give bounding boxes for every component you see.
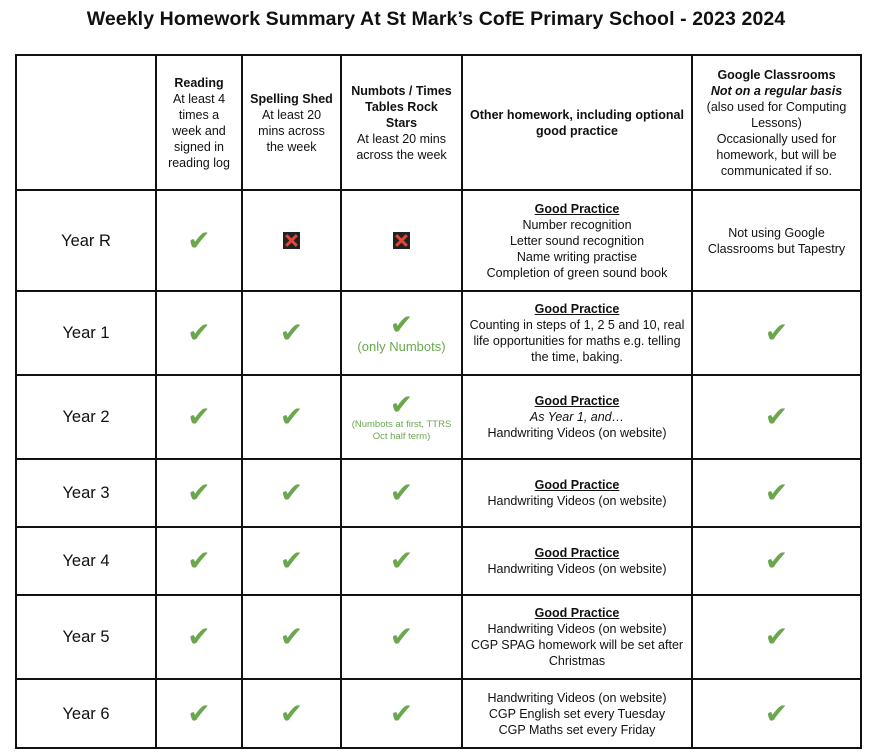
spelling-cell (242, 527, 341, 595)
header-spelling-title: Spelling Shed (250, 91, 333, 106)
check-mark-icon: ✔ (187, 400, 211, 433)
reading-cell (156, 595, 242, 679)
google-note: Not using Google Classrooms but Tapestry (707, 225, 846, 256)
reading-cell (156, 190, 242, 291)
check-mark-icon: ✔ (389, 544, 414, 577)
other-line: Handwriting Videos (on website) (487, 426, 667, 440)
reading-cell (156, 679, 242, 748)
check-mark-icon: ✔ (279, 400, 304, 433)
spelling-cell (242, 375, 341, 459)
header-numbots-desc: At least 20 mins across the week (356, 131, 447, 162)
table-row-year-5 (16, 595, 861, 679)
year-label: Year 3 (16, 459, 156, 527)
numbots-cell (341, 375, 462, 459)
check-mark-icon: ✔ (764, 476, 789, 509)
reading-cell (156, 527, 242, 595)
table-row-year-4 (16, 527, 861, 595)
header-google-sub: Not on a regular basis (710, 83, 843, 98)
other-line: As Year 1, and… (529, 410, 625, 424)
table-row-year-2 (16, 375, 861, 459)
header-numbots-title: Numbots / Times Tables Rock Stars (351, 83, 452, 130)
spelling-cell (242, 190, 341, 291)
check-mark-icon: ✔ (279, 544, 304, 577)
table-row-year-1 (16, 291, 861, 375)
check-mark-icon: ✔ (764, 544, 789, 577)
other-line: CGP Maths set every Friday (498, 722, 656, 737)
check-mark-icon: ✔ (187, 544, 211, 577)
google-cell (692, 190, 861, 291)
header-spelling-desc: At least 20 mins across the week (258, 107, 325, 154)
header-numbots (341, 55, 462, 190)
check-mark-icon: ✔ (764, 400, 789, 433)
check-mark-icon: ✔ (764, 696, 789, 730)
google-cell (692, 595, 861, 679)
year-label: Year 2 (16, 375, 156, 459)
header-reading (156, 55, 242, 190)
other-cell (462, 190, 692, 291)
other-line: Letter sound recognition (509, 233, 645, 248)
other-line: Handwriting Videos (on website) (487, 494, 667, 508)
header-google-desc2: Occasionally used for homework, but will be communicated if so. (716, 131, 837, 178)
numbots-cell (341, 459, 462, 527)
header-reading-desc: At least 4 times a week and signed in reading log (168, 91, 230, 170)
spelling-cell (242, 679, 341, 748)
check-mark-icon: ✔ (389, 620, 414, 653)
year-label: Year 1 (16, 291, 156, 375)
other-line: Handwriting Videos (on website) (487, 622, 667, 636)
homework-summary-table (15, 54, 862, 749)
numbots-cell (341, 679, 462, 748)
check-mark-icon: ✔ (389, 308, 414, 341)
numbots-cell (341, 291, 462, 375)
google-cell (692, 375, 861, 459)
spelling-cell (242, 291, 341, 375)
numbots-cell (341, 595, 462, 679)
reading-cell (156, 291, 242, 375)
spelling-cell (242, 459, 341, 527)
other-line: Counting in steps of 1, 2 5 and 10, real life opportunities for maths e.g. telling the time, baking. (469, 318, 685, 364)
header-empty-cell (16, 55, 156, 190)
check-mark-icon: ✔ (187, 476, 211, 509)
year-label: Year 4 (16, 527, 156, 595)
check-mark-icon: ✔ (764, 316, 789, 349)
other-line: Handwriting Videos (on website) (487, 562, 667, 576)
year-label: Year 6 (16, 679, 156, 748)
other-line: Completion of green sound book (486, 265, 668, 280)
google-cell (692, 527, 861, 595)
header-google-desc1: (also used for Computing Lessons) (706, 99, 847, 130)
header-google-title: Google Classrooms (717, 67, 836, 82)
page-title: Weekly Homework Summary At St Mark’s CofE Primary School - 2023 2024 (86, 8, 786, 30)
other-line: Number recognition (522, 217, 632, 232)
check-mark-icon: ✔ (389, 696, 414, 730)
check-mark-icon: ✔ (187, 316, 211, 349)
good-practice-heading: Good Practice (534, 606, 620, 620)
year-label: Year 5 (16, 595, 156, 679)
other-cell (462, 459, 692, 527)
other-line: CGP SPAG homework will be set after Christmas (470, 638, 684, 668)
check-mark-icon: ✔ (187, 696, 211, 730)
numbots-cell (341, 190, 462, 291)
other-cell (462, 595, 692, 679)
header-row (16, 55, 861, 190)
google-cell (692, 459, 861, 527)
good-practice-heading: Good Practice (534, 546, 620, 560)
table-row-year-6 (16, 679, 861, 748)
reading-cell (156, 459, 242, 527)
table-row-year-r (16, 190, 861, 291)
other-line: Name writing practise (516, 249, 638, 264)
cross-mark-icon (393, 232, 410, 249)
header-spelling (242, 55, 341, 190)
cross-mark-icon (283, 232, 300, 249)
other-cell (462, 375, 692, 459)
check-mark-icon: ✔ (764, 620, 789, 653)
header-reading-title: Reading (174, 75, 224, 90)
header-other (462, 55, 692, 190)
check-mark-icon: ✔ (279, 620, 304, 653)
check-mark-icon: ✔ (187, 620, 211, 653)
header-google (692, 55, 861, 190)
spelling-cell (242, 595, 341, 679)
header-other-title: Other homework, including optional good practice (470, 107, 684, 138)
check-mark-icon: ✔ (279, 696, 304, 730)
google-cell (692, 291, 861, 375)
other-line: CGP English set every Tuesday (488, 706, 666, 721)
other-cell (462, 291, 692, 375)
check-mark-icon: ✔ (389, 388, 414, 421)
numbots-cell (341, 527, 462, 595)
numbots-note: (only Numbots) (357, 339, 446, 354)
check-mark-icon: ✔ (187, 223, 211, 257)
numbots-note: (Numbots at first, TTRS Oct half term) (351, 419, 452, 442)
other-cell (462, 679, 692, 748)
google-cell (692, 679, 861, 748)
table-row-year-3 (16, 459, 861, 527)
good-practice-heading: Good Practice (534, 201, 620, 216)
good-practice-heading: Good Practice (534, 478, 620, 492)
year-label: Year R (16, 190, 156, 291)
check-mark-icon: ✔ (279, 476, 304, 509)
other-cell (462, 527, 692, 595)
check-mark-icon: ✔ (389, 476, 414, 509)
good-practice-heading: Good Practice (534, 302, 620, 316)
good-practice-heading: Good Practice (534, 394, 620, 408)
other-line: Handwriting Videos (on website) (487, 690, 667, 705)
reading-cell (156, 375, 242, 459)
check-mark-icon: ✔ (279, 316, 304, 349)
